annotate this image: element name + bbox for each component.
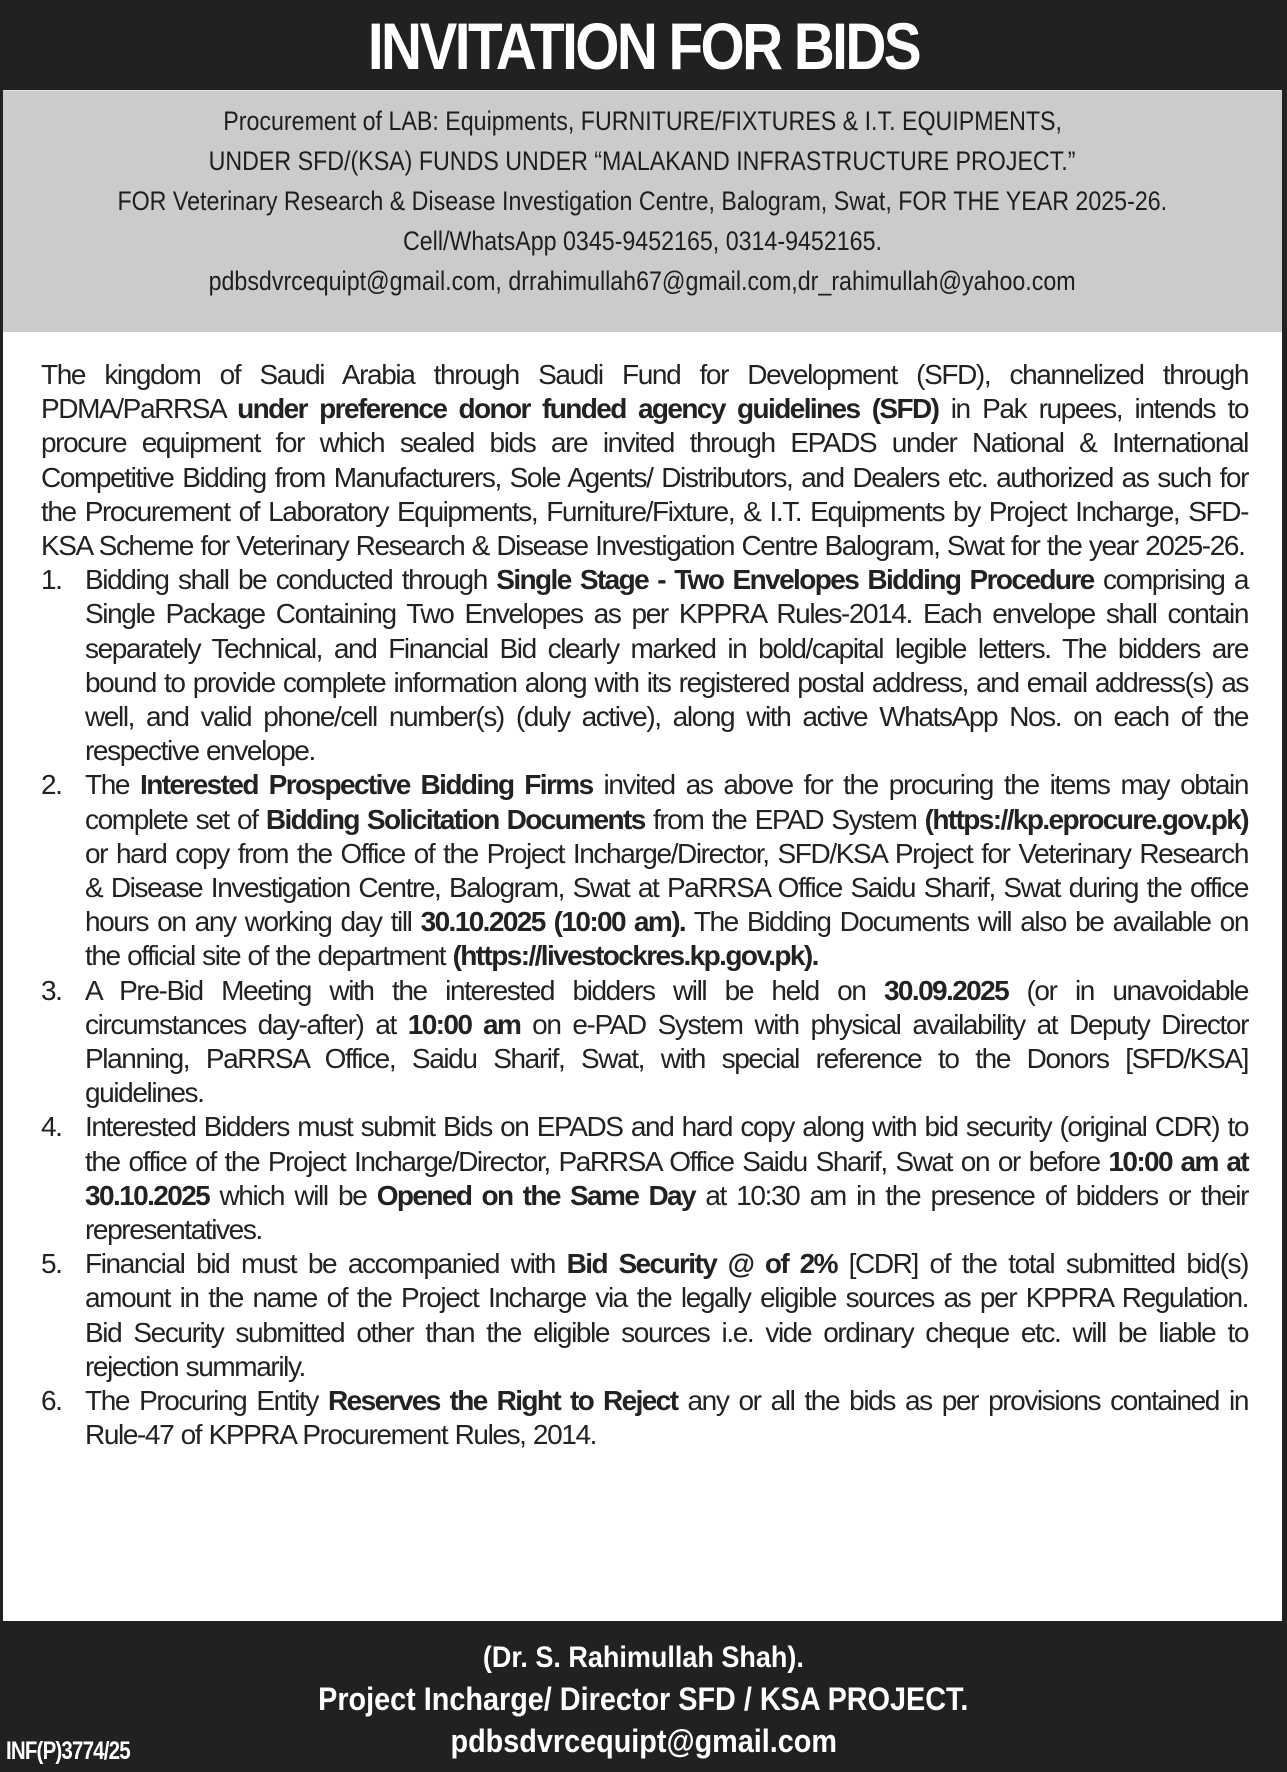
livestock-link[interactable]: (https://livestockres.kp.gov.pk). [452,940,818,972]
page-title: INVITATION FOR BIDS [367,9,920,83]
header-band [0,0,1287,90]
item-bold-text: 10:00 am [407,1008,521,1040]
subheader-text: UNDER SFD/(KSA) FUNDS UNDER “MALAKAND INFRASTRUCTURE PROJECT.” [209,146,1076,176]
item-text: A Pre-Bid Meeting with the interested bidders will be held on [85,974,884,1006]
item-text: The [85,769,141,801]
list-item-6 [41,1384,1248,1452]
item-text: (or in unavoidable circumstances day-after) at [85,974,1248,1040]
item-bold-text: Interested Prospective Bidding Firms [140,769,593,801]
footer-band [0,1621,1287,1772]
subheader-line-funds [3,141,1282,181]
item-text: The Bidding Documents will also be available on the official site of the department [85,906,1248,972]
footer-email[interactable] [0,1723,1287,1760]
intro-text: The kingdom of Saudi Arabia through Saudi Fund for Development (SFD), channelized through PDMA/PaRRSA [41,359,1248,425]
intro-paragraph [41,358,1248,563]
reference-code: INF(P)3774/25 [6,1737,130,1765]
item-text: at 10:30 am in the presence of bidders or their representatives. [85,1179,1248,1246]
item-text: Interested Bidders must submit Bids on EPADS and hard copy along with bid security (original CDR) to the office of the Project Incharge/Director, PaRRSA Office Saidu Sharif, Swat on or before [85,1111,1248,1177]
subheader-text: pdbsdvrcequipt@gmail.com, drrahimullah67@gmail.com,dr_rahimullah@yahoo.com [208,266,1077,296]
item-text: The Procuring Entity [85,1385,328,1417]
item-text: on e-PAD System with physical availability at Deputy Director Planning, PaRRSA Office, Saidu Sharif, Swat, with special reference to the Donors [SFD/KSA] guidelines. [85,1008,1249,1109]
subheader-line-procurement [3,101,1282,141]
list-item-number: 5. [41,1248,62,1280]
footer-email-text[interactable]: pdbsdvrcequipt@gmail.com [450,1723,837,1759]
item-text: comprising a Single Package Containing Two Envelopes as per KPPRA Rules-2014. Each envelope shall contain separately Technical, and Financial Bid clearly marked in bold/capital legible letters. The bidders are bound to provide complete information along with its registered postal address, and email address(s) as well, and valid phone/cell number(s) (duly active), along with active WhatsApp Nos. on each of the respective envelope. [85,564,1248,767]
intro-bold-text: under preference donor funded agency guidelines (SFD) [237,393,939,425]
eprocure-link[interactable]: (https://kp.eprocure.gov.pk) [924,803,1248,835]
item-text: [CDR] of the total submitted bid(s) amount in the name of the Project Incharge via the legally eligible sources as per KPPRA Regulation. Bid Security submitted other than the eligible sources i.e. vide ordinary cheque etc. will be liable to rejection summarily. [85,1248,1248,1382]
list-item-2 [41,768,1248,973]
list-item-number: 4. [41,1111,62,1143]
subheader-text: Procurement of LAB: Equipments, FURNITURE/FIXTURES & I.T. EQUIPMENTS, [223,106,1062,136]
subheader-box [3,90,1282,332]
subheader-line-emails [3,261,1282,301]
notice-body [3,332,1282,1621]
item-text: invited as above for the procuring the items may obtain complete set of [85,769,1249,835]
item-text: Financial bid must be accompanied with [85,1248,567,1280]
list-item-number: 3. [41,974,62,1006]
signatory-name-text: (Dr. S. Rahimullah Shah). [482,1641,805,1674]
item-bold-text: Opened on the Same Day [376,1179,696,1211]
item-bold-text: Reserves the Right to Reject [328,1385,678,1417]
item-bold-text: 30.10.2025 (10:00 am). [420,906,686,938]
list-item-number: 2. [41,769,62,801]
list-item-3 [41,974,1248,1111]
signatory-name [0,1641,1287,1675]
item-text: any or all the bids as per provisions contained in Rule-47 of KPPRA Procurement Rules, 2014. [85,1385,1248,1451]
item-bold-text: Single Stage - Two Envelopes Bidding Procedure [496,564,1094,596]
item-bold-text: 10:00 am at 30.10.2025 [85,1145,1249,1211]
subheader-line-contact [3,221,1282,261]
item-text: Bidding shall be conducted through [85,564,497,596]
signatory-designation [0,1681,1287,1718]
list-item-5 [41,1247,1248,1384]
list-item-number: 6. [41,1385,62,1417]
subheader-text: Cell/WhatsApp 0345-9452165, 0314-9452165. [403,226,882,256]
list-item-number: 1. [41,564,62,596]
list-item-1 [41,563,1248,768]
list-item-4 [41,1110,1248,1247]
intro-text: in Pak rupees, intends to procure equipment for which sealed bids are invited through EPADS under National & International Competitive Bidding from Manufacturers, Sole Agents/ Distributors, and Dealers etc. authorized as such for the Procurement of Laboratory Equipments, Furniture/Fixture, & I.T. Equipments by Project Incharge, SFD-KSA Scheme for Veterinary Research & Disease Investigation Centre Balogram, Swat for the year 2025-26. [41,393,1248,562]
item-text: or hard copy from the Office of the Project Incharge/Director, SFD/KSA Project for Veterinary Research & Disease Investigation Centre, Balogram, Swat at PaRRSA Office Saidu Sharif, Swat during the office hours on any working day till [85,837,1248,938]
item-text: which will be [209,1179,377,1211]
subheader-line-centre [3,181,1282,221]
item-bold-text: Bidding Solicitation Documents [265,803,645,835]
subheader-text: FOR Veterinary Research & Disease Investigation Centre, Balogram, Swat, FOR THE YEAR 2025-26. [117,186,1168,216]
item-text: from the EPAD System [644,803,925,835]
signatory-designation-text: Project Incharge/ Director SFD / KSA PROJECT. [318,1681,969,1717]
item-bold-text: 30.09.2025 [883,974,1009,1006]
item-bold-text: Bid Security @ of 2% [566,1248,837,1280]
